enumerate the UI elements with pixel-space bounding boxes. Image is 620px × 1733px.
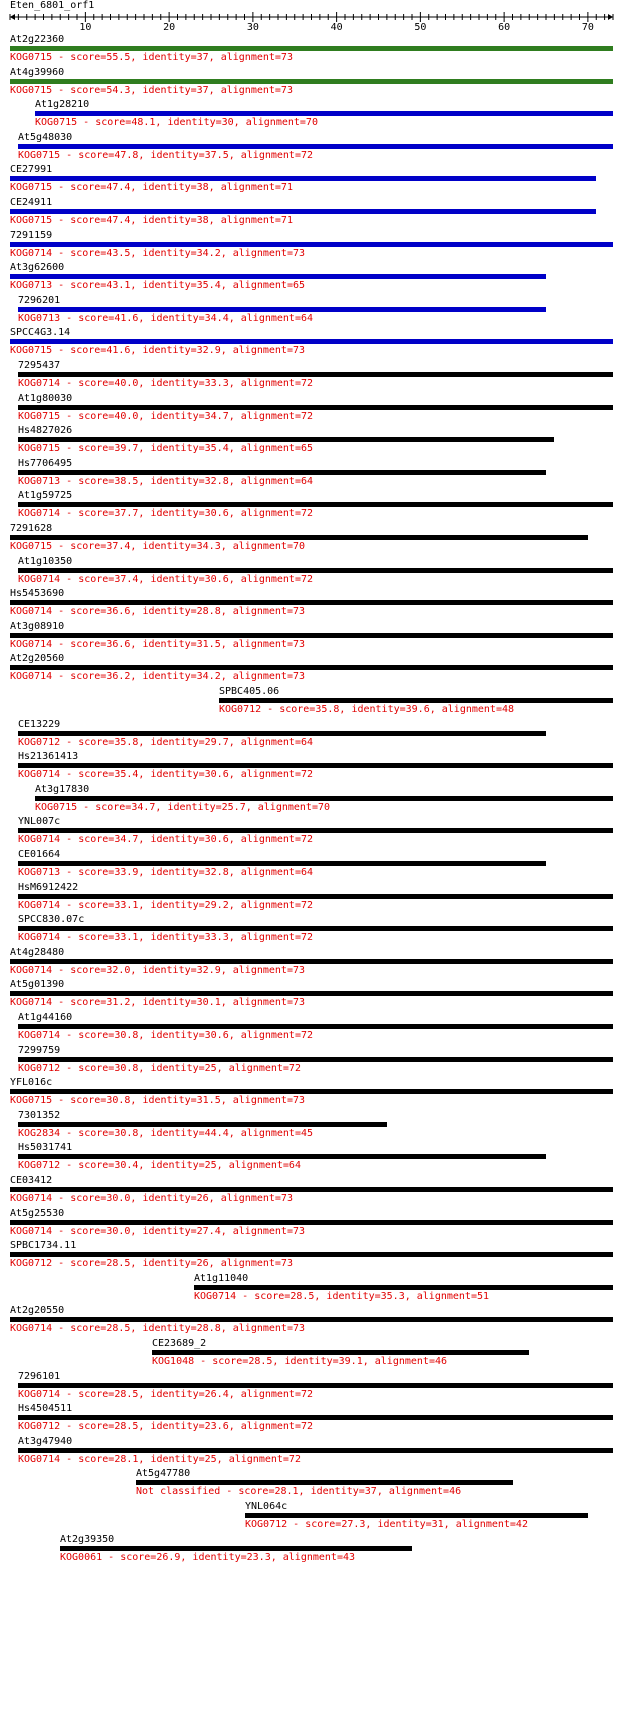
hit-name[interactable]: CE27991: [10, 164, 53, 175]
hit-description: KOG0715 - score=30.8, identity=31.5, alignment=73: [10, 1095, 306, 1106]
hit-name[interactable]: CE01664: [18, 849, 61, 860]
hit-name[interactable]: At1g10350: [18, 556, 73, 567]
hit-description: KOG0714 - score=36.6, identity=28.8, alignment=73: [10, 606, 306, 617]
hit-description: KOG0714 - score=30.8, identity=30.6, alignment=72: [18, 1030, 314, 1041]
hit-alignment-bar[interactable]: [10, 1089, 613, 1094]
hit-name[interactable]: CE03412: [10, 1175, 53, 1186]
hit-alignment-bar[interactable]: [10, 665, 613, 670]
hit-name[interactable]: YNL064c: [245, 1501, 288, 1512]
hit-name[interactable]: 7296201: [18, 295, 61, 306]
hit-alignment-bar[interactable]: [219, 698, 613, 703]
ruler-tick-label: 50: [414, 22, 427, 30]
hit-description: KOG0715 - score=41.6, identity=32.9, alignment=73: [10, 345, 306, 356]
hit-alignment-bar[interactable]: [10, 176, 596, 181]
ruler-tick-label: 70: [581, 22, 594, 30]
hit-alignment-bar[interactable]: [18, 731, 546, 736]
hit-description: KOG0712 - score=28.5, identity=26, alignment=73: [10, 1258, 293, 1269]
hit-name[interactable]: At2g20550: [10, 1305, 65, 1316]
hit-description: KOG0714 - score=40.0, identity=33.3, alignment=72: [18, 378, 314, 389]
hit-alignment-bar[interactable]: [10, 1317, 613, 1322]
hit-description: KOG0715 - score=48.1, identity=30, alignment=70: [35, 117, 318, 128]
hit-name[interactable]: YFL016c: [10, 1077, 53, 1088]
hit-description: KOG0714 - score=33.1, identity=29.2, alignment=72: [18, 900, 314, 911]
hit-name[interactable]: At2g39350: [60, 1534, 115, 1545]
hit-name[interactable]: At1g11040: [194, 1273, 249, 1284]
hit-name[interactable]: Hs5031741: [18, 1142, 73, 1153]
ruler-tick-label: 10: [79, 22, 92, 30]
hit-alignment-bar[interactable]: [10, 535, 588, 540]
hit-alignment-bar[interactable]: [35, 111, 613, 116]
hit-description: KOG0715 - score=47.8, identity=37.5, alignment=72: [18, 150, 314, 161]
hit-name[interactable]: At2g22360: [10, 34, 65, 45]
hit-alignment-bar[interactable]: [10, 1187, 613, 1192]
hit-description: KOG0712 - score=30.4, identity=25, alignment=64: [18, 1160, 301, 1171]
hit-alignment-bar[interactable]: [10, 959, 613, 964]
hit-name[interactable]: SPCC4G3.14: [10, 327, 71, 338]
hit-alignment-bar[interactable]: [18, 307, 546, 312]
hit-name[interactable]: CE23689_2: [152, 1338, 207, 1349]
hit-description: KOG0714 - score=34.7, identity=30.6, alignment=72: [18, 834, 314, 845]
hit-name[interactable]: SPBC405.06: [219, 686, 280, 697]
hit-description: KOG0715 - score=37.4, identity=34.3, alignment=70: [10, 541, 306, 552]
hit-alignment-bar[interactable]: [10, 600, 613, 605]
hit-description: KOG0714 - score=28.5, identity=26.4, alignment=72: [18, 1389, 314, 1400]
hit-name[interactable]: Hs21361413: [18, 751, 79, 762]
hit-name[interactable]: At5g47780: [136, 1468, 191, 1479]
hit-name[interactable]: YNL007c: [18, 816, 61, 827]
hit-name[interactable]: At5g01390: [10, 979, 65, 990]
hit-alignment-bar[interactable]: [10, 1252, 613, 1257]
hit-alignment-bar[interactable]: [10, 633, 613, 638]
hit-name[interactable]: At4g28480: [10, 947, 65, 958]
hit-description: KOG0714 - score=37.4, identity=30.6, alignment=72: [18, 574, 314, 585]
hit-alignment-bar[interactable]: [18, 1122, 387, 1127]
hit-alignment-bar[interactable]: [18, 763, 613, 768]
hit-description: KOG0714 - score=28.5, identity=28.8, alignment=73: [10, 1323, 306, 1334]
hit-description: KOG0713 - score=43.1, identity=35.4, alignment=65: [10, 280, 306, 291]
hit-description: KOG0714 - score=30.0, identity=27.4, alignment=73: [10, 1226, 306, 1237]
hit-name[interactable]: 7301352: [18, 1110, 61, 1121]
hit-name[interactable]: At4g39960: [10, 67, 65, 78]
hit-alignment-bar[interactable]: [10, 79, 613, 84]
hit-description: KOG0712 - score=30.8, identity=25, alignment=72: [18, 1063, 301, 1074]
hit-alignment-bar[interactable]: [18, 1448, 613, 1453]
hit-alignment-bar[interactable]: [18, 437, 554, 442]
hit-alignment-bar[interactable]: [10, 209, 596, 214]
hit-description: KOG0714 - score=33.1, identity=33.3, alignment=72: [18, 932, 314, 943]
hit-name[interactable]: 7295437: [18, 360, 61, 371]
hit-description: KOG0714 - score=28.1, identity=25, alignment=72: [18, 1454, 301, 1465]
hit-description: KOG0715 - score=34.7, identity=25.7, alignment=70: [35, 802, 331, 813]
hit-description: KOG0061 - score=26.9, identity=23.3, alignment=43: [60, 1552, 356, 1563]
hit-description: KOG0714 - score=28.5, identity=35.3, alignment=51: [194, 1291, 490, 1302]
hit-alignment-bar[interactable]: [18, 1415, 613, 1420]
hit-alignment-bar[interactable]: [10, 339, 613, 344]
hit-name[interactable]: At2g20560: [10, 653, 65, 664]
hit-name[interactable]: At3g47940: [18, 1436, 73, 1447]
hit-name[interactable]: At1g80030: [18, 393, 73, 404]
hit-description: KOG1048 - score=28.5, identity=39.1, alignment=46: [152, 1356, 448, 1367]
hit-description: KOG0714 - score=35.4, identity=30.6, alignment=72: [18, 769, 314, 780]
hit-alignment-bar[interactable]: [18, 144, 613, 149]
hit-alignment-bar[interactable]: [18, 568, 613, 573]
hit-alignment-bar[interactable]: [18, 405, 613, 410]
hit-alignment-bar[interactable]: [60, 1546, 412, 1551]
hit-description: KOG0714 - score=36.6, identity=31.5, alignment=73: [10, 639, 306, 650]
hit-description: KOG0713 - score=33.9, identity=32.8, alignment=64: [18, 867, 314, 878]
hit-description: KOG0712 - score=28.5, identity=23.6, alignment=72: [18, 1421, 314, 1432]
hit-description: Not classified - score=28.1, identity=37, alignment=46: [136, 1486, 462, 1497]
hit-name[interactable]: At3g62600: [10, 262, 65, 273]
hit-alignment-bar[interactable]: [18, 1024, 613, 1029]
ruler-tick-label: 60: [498, 22, 511, 30]
hit-description: KOG0715 - score=47.4, identity=38, alignment=71: [10, 182, 293, 193]
hit-alignment-bar[interactable]: [18, 372, 613, 377]
hit-description: KOG0714 - score=36.2, identity=34.2, alignment=73: [10, 671, 306, 682]
hit-description: KOG0715 - score=47.4, identity=38, alignment=71: [10, 215, 293, 226]
hit-name[interactable]: CE13229: [18, 719, 61, 730]
hit-alignment-bar[interactable]: [18, 470, 546, 475]
query-name: Eten_6801_orf1: [10, 0, 95, 11]
hit-name[interactable]: At1g28210: [35, 99, 90, 110]
hit-name[interactable]: HsM6912422: [18, 882, 79, 893]
hit-name[interactable]: 7291159: [10, 230, 53, 241]
hit-alignment-bar[interactable]: [18, 1154, 546, 1159]
hit-description: KOG0715 - score=40.0, identity=34.7, alignment=72: [18, 411, 314, 422]
hit-name[interactable]: At1g59725: [18, 490, 73, 501]
hit-alignment-bar[interactable]: [10, 991, 613, 996]
hit-description: KOG0714 - score=37.7, identity=30.6, alignment=72: [18, 508, 314, 519]
hit-description: KOG0715 - score=39.7, identity=35.4, alignment=65: [18, 443, 314, 454]
hit-alignment-bar[interactable]: [18, 1383, 613, 1388]
hit-name[interactable]: SPCC830.07c: [18, 914, 85, 925]
hit-description: KOG0713 - score=41.6, identity=34.4, alignment=64: [18, 313, 314, 324]
hit-alignment-bar[interactable]: [10, 1220, 613, 1225]
hit-alignment-bar[interactable]: [18, 926, 613, 931]
hit-alignment-bar[interactable]: [10, 274, 546, 279]
hit-description: KOG0715 - score=55.5, identity=37, alignment=73: [10, 52, 293, 63]
hit-name[interactable]: At5g25530: [10, 1208, 65, 1219]
hit-alignment-bar[interactable]: [10, 46, 613, 51]
hit-alignment-bar[interactable]: [194, 1285, 613, 1290]
hit-alignment-bar[interactable]: [245, 1513, 588, 1518]
hit-description: KOG0715 - score=54.3, identity=37, alignment=73: [10, 85, 293, 96]
ruler-tick-label: 30: [246, 22, 259, 30]
hit-alignment-bar[interactable]: [10, 242, 613, 247]
hit-alignment-bar[interactable]: [136, 1480, 513, 1485]
hit-name[interactable]: At3g08910: [10, 621, 65, 632]
hit-description: KOG0712 - score=27.3, identity=31, alignment=42: [245, 1519, 528, 1530]
hit-name[interactable]: At5g48030: [18, 132, 73, 143]
hit-description: KOG0714 - score=32.0, identity=32.9, alignment=73: [10, 965, 306, 976]
ruler-tick-label: 40: [330, 22, 343, 30]
hit-description: KOG0714 - score=30.0, identity=26, alignment=73: [10, 1193, 293, 1204]
hit-description: KOG0712 - score=35.8, identity=39.6, alignment=48: [219, 704, 515, 715]
hit-alignment-bar[interactable]: [18, 861, 546, 866]
ruler-tick-label: 20: [163, 22, 176, 30]
hit-name[interactable]: 7299759: [18, 1045, 61, 1056]
hit-alignment-bar[interactable]: [18, 502, 613, 507]
hit-alignment-bar[interactable]: [18, 1057, 613, 1062]
hit-name[interactable]: Hs4827026: [18, 425, 73, 436]
hit-description: KOG0713 - score=38.5, identity=32.8, alignment=64: [18, 476, 314, 487]
hit-alignment-bar[interactable]: [18, 828, 613, 833]
hit-name[interactable]: At1g44160: [18, 1012, 73, 1023]
hit-alignment-bar[interactable]: [18, 894, 613, 899]
hit-name[interactable]: At3g17830: [35, 784, 90, 795]
hit-description: KOG0712 - score=35.8, identity=29.7, alignment=64: [18, 737, 314, 748]
hit-description: KOG0714 - score=31.2, identity=30.1, alignment=73: [10, 997, 306, 1008]
hit-name[interactable]: Hs7706495: [18, 458, 73, 469]
hit-name[interactable]: 7291628: [10, 523, 53, 534]
hit-name[interactable]: SPBC1734.11: [10, 1240, 77, 1251]
hit-alignment-bar[interactable]: [152, 1350, 529, 1355]
hit-description: KOG2834 - score=30.8, identity=44.4, alignment=45: [18, 1128, 314, 1139]
hit-alignment-bar[interactable]: [35, 796, 613, 801]
hit-name[interactable]: Hs4504511: [18, 1403, 73, 1414]
hit-name[interactable]: 7296101: [18, 1371, 61, 1382]
hit-name[interactable]: Hs5453690: [10, 588, 65, 599]
hit-description: KOG0714 - score=43.5, identity=34.2, alignment=73: [10, 248, 306, 259]
hit-name[interactable]: CE24911: [10, 197, 53, 208]
